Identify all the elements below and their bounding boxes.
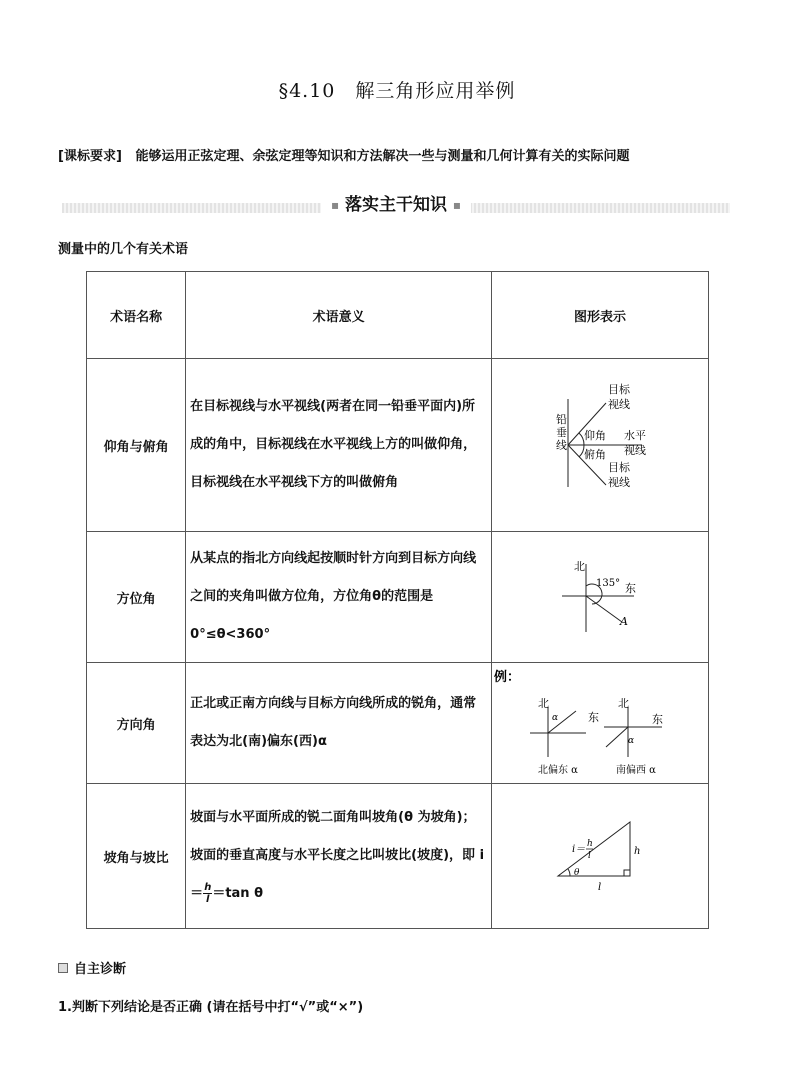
vertical-label-2: 垂	[555, 426, 567, 439]
elevation-diagram	[492, 359, 708, 531]
east2: 东	[651, 713, 663, 726]
point-label: A	[619, 615, 628, 628]
i-den: l	[587, 851, 591, 861]
right-angle-mark	[624, 870, 630, 876]
table-row	[87, 359, 709, 532]
north2: 北	[617, 697, 629, 710]
term-name: 坡角与坡比	[87, 784, 186, 929]
table-row	[87, 532, 709, 663]
theta-arc	[568, 869, 570, 876]
north1: 北	[537, 697, 549, 710]
question-1: 1.判断下列结论是否正确 (请在括号中打“√”或“×”)	[58, 1000, 364, 1015]
target-bot: 目标	[607, 461, 630, 474]
slope-desc-part2: ＝tan θ	[212, 886, 264, 901]
angle-label: 135°	[595, 578, 621, 589]
table-row	[87, 784, 709, 929]
page-title: §4.10 解三角形应用举例	[278, 80, 516, 102]
i-num: h	[586, 839, 593, 849]
slope-desc-part1: 坡面与水平面所成的锐二面角叫坡角(θ 为坡角)；坡面的垂直高度与水平长度之比叫坡比(坡度)，即 i＝	[190, 810, 485, 901]
term-name: 方位角	[87, 532, 186, 663]
section-heading: 测量中的几个有关术语	[58, 242, 189, 257]
self-diag-text: 自主诊断	[74, 962, 127, 977]
frac-num: h	[204, 882, 212, 893]
header-figure: 图形表示	[491, 272, 708, 359]
figure-bearing	[491, 532, 708, 663]
alpha1: α	[551, 713, 559, 723]
h-label: h	[633, 846, 641, 857]
section-banner	[62, 195, 730, 216]
term-desc: 从某点的指北方向线起按顺时针方向到目标方向线之间的夹角叫做方位角，方位角θ的范围是 0°≤θ<360°	[186, 532, 492, 663]
bearing-diagram	[492, 532, 708, 662]
slope-triangle	[558, 822, 630, 876]
l-label: l	[597, 882, 602, 893]
direction-diagram	[492, 663, 708, 783]
table-row	[87, 663, 709, 784]
elev-label: 仰角	[583, 429, 606, 442]
banner-dot-icon: ▪	[452, 198, 462, 212]
figure-elevation-depression	[491, 359, 708, 532]
sight-top: 视线	[607, 398, 630, 411]
depr-label: 俯角	[583, 448, 606, 461]
table-header-row	[87, 272, 709, 359]
horizontal-label: 水平	[623, 429, 646, 442]
term-desc: 正北或正南方向线与目标方向线所成的锐角，通常表达为北(南)偏东(西)α	[186, 663, 492, 784]
term-desc: 在目标视线与水平视线(两者在同一铅垂平面内)所成的角中，目标视线在水平视线上方的叫做仰角，目标视线在水平视线下方的叫做俯角	[186, 359, 492, 532]
header-name: 术语名称	[87, 272, 186, 359]
banner-dot-icon: ▪	[330, 198, 340, 212]
vertical-label-3: 线	[555, 439, 567, 452]
target-top: 目标	[607, 383, 630, 396]
self-diagnosis-heading	[58, 958, 126, 977]
vertical-label-1: 铅	[555, 413, 567, 426]
figure-slope	[491, 784, 708, 929]
header-meaning: 术语意义	[186, 272, 492, 359]
slope-diagram	[492, 784, 708, 928]
dir2-line	[606, 727, 628, 747]
terms-table	[86, 271, 709, 929]
requirement-text: 能够运用正弦定理、余弦定理等知识和方法解决一些与测量和几何计算有关的实际问题	[135, 149, 630, 164]
theta-label: θ	[573, 868, 580, 878]
cap1: 北偏东 α	[537, 765, 578, 776]
curriculum-requirement	[58, 145, 738, 164]
cap2: 南偏西 α	[615, 765, 656, 776]
example-label: 例：	[493, 670, 520, 685]
banner-label	[321, 190, 471, 215]
alpha2: α	[627, 736, 635, 746]
requirement-tag: [课标要求]	[58, 149, 122, 164]
term-desc	[186, 784, 492, 929]
square-icon	[58, 963, 68, 973]
slope-fraction	[203, 882, 212, 905]
east-label: 东	[624, 582, 636, 595]
term-name: 仰角与俯角	[87, 359, 186, 532]
north-label: 北	[573, 560, 585, 573]
banner-text: 落实主干知识	[345, 195, 447, 215]
sight-bot: 视线	[607, 476, 630, 489]
east1: 东	[587, 711, 599, 724]
i-label: i＝	[571, 844, 586, 855]
term-name: 方向角	[87, 663, 186, 784]
target-line	[586, 596, 622, 622]
figure-direction	[491, 663, 708, 784]
sight-mid: 视线	[623, 444, 646, 457]
frac-den: l	[206, 894, 210, 905]
